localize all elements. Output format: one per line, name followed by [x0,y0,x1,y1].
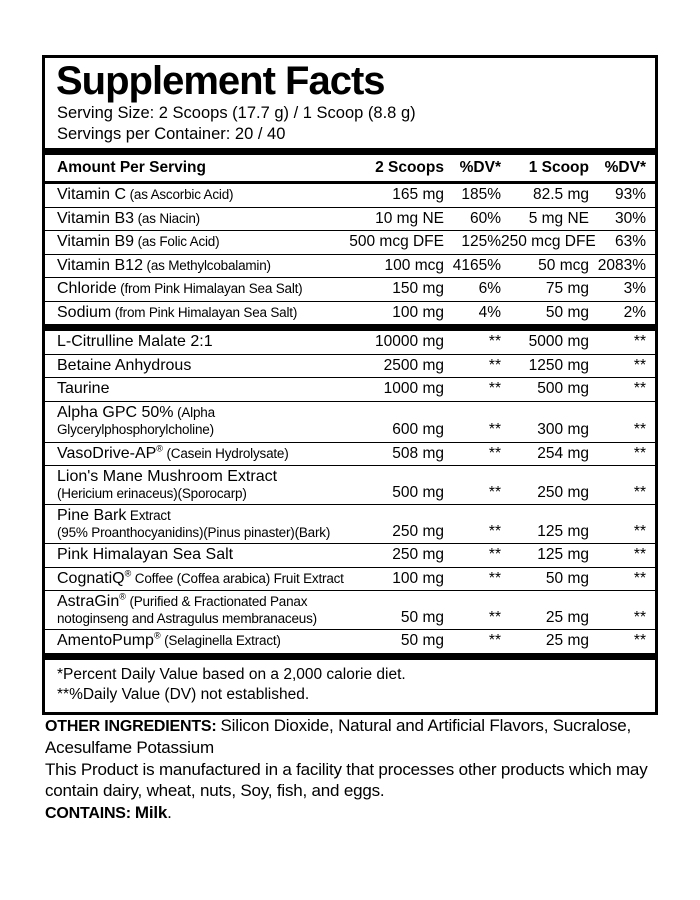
amount-2-scoops: 600 mg [392,421,444,438]
amount-1-scoop: 75 mg [545,280,589,297]
col-header-dv-2-scoops: %DV* [459,159,501,176]
footnote-not-established: **%Daily Value (DV) not established. [57,685,310,703]
amount-2-scoops: 50 mg [400,632,444,649]
registered-trademark-symbol: ® [119,591,126,602]
dv-1-scoop: ** [633,632,646,649]
dv-2-scoops: ** [488,333,501,350]
amount-2-scoops: 100 mg [392,569,444,587]
vitamins-minerals-section [45,184,655,324]
table-row [45,590,655,629]
registered-trademark-symbol: ® [153,630,161,641]
dv-2-scoops: 6% [478,280,501,297]
supplement-facts-panel [42,55,658,715]
ingredient-name: AmentoPump® (Selaginella Extract) [57,630,281,649]
table-row [45,629,655,653]
table-header-row [45,155,655,181]
amount-2-scoops: 165 mg [392,186,444,203]
dv-1-scoop: 30% [614,209,646,227]
dv-2-scoops: 60% [469,209,501,227]
footnote-percent-dv: *Percent Daily Value based on a 2,000 calorie diet. [57,665,406,683]
dv-1-scoop: 3% [623,280,646,297]
dv-2-scoops: 185% [461,186,501,203]
ingredient-name: AstraGin® (Purified & Fractionated Panax notoginseng and Astragulus membranaceus) [57,591,317,626]
ingredient-name: Alpha GPC 50% (Alpha Glycerylphosphorylcholine) [57,403,215,437]
amount-2-scoops: 100 mcg [384,256,444,274]
amount-1-scoop: 5 mg NE [528,209,589,227]
dv-2-scoops: ** [488,356,501,374]
table-row [45,301,655,325]
dv-1-scoop: 2% [623,303,646,321]
other-ingredients-text: Silicon Dioxide, Natural and Artificial Flavors, Sucralose, Acesulfame Potassium [45,715,632,757]
ingredient-name: Pine Bark Extract (95% Proanthocyanidins)(Pinus pinaster)(Bark) [57,507,331,540]
serving-size-line: Serving Size: 2 Scoops (17.7 g) / 1 Scoop (8.8 g) [57,104,416,122]
dv-2-scoops: ** [488,546,501,563]
amount-1-scoop: 300 mg [537,421,589,438]
dv-2-scoops: ** [488,608,501,626]
dv-1-scoop: ** [633,483,646,501]
table-row [45,277,655,301]
dv-1-scoop: ** [633,380,646,397]
dv-1-scoop: ** [633,608,646,626]
table-row [45,543,655,567]
amount-2-scoops: 150 mg [392,280,444,297]
col-header-1-scoop: 1 Scoop [528,159,589,176]
table-row [45,442,655,466]
dv-2-scoops: 4165% [452,256,501,274]
dv-2-scoops: ** [488,522,501,540]
footnotes [45,660,655,712]
dv-2-scoops: ** [488,483,501,501]
contains-label: CONTAINS: [45,804,131,822]
other-ingredients-label: OTHER INGREDIENTS: [45,717,217,735]
dv-2-scoops: 4% [478,303,501,321]
table-row [45,465,655,504]
dv-1-scoop: ** [633,444,646,462]
other-ingredients [45,715,650,759]
table-row [45,377,655,401]
ingredient-name: Sodium (from Pink Himalayan Sea Salt) [57,303,298,321]
amount-1-scoop: 50 mcg [538,256,589,274]
amount-2-scoops: 10000 mg [375,333,444,350]
ingredient-name: Vitamin B3 (as Niacin) [57,209,200,227]
ingredient-name: Vitamin B9 (as Folic Acid) [57,233,220,250]
amount-1-scoop: 125 mg [537,522,589,540]
ingredient-name: Vitamin C (as Ascorbic Acid) [57,186,234,203]
table-row [45,401,655,442]
table-row [45,354,655,378]
table-row [45,504,655,543]
divider-thick-middle [45,324,655,331]
dv-1-scoop: ** [633,546,646,563]
dv-2-scoops: 125% [461,233,501,250]
registered-trademark-symbol: ® [156,443,163,454]
dv-1-scoop: ** [633,333,646,350]
amount-1-scoop: 50 mg [545,303,589,321]
active-ingredients-section [45,331,655,653]
col-header-2-scoops: 2 Scoops [375,159,444,176]
amount-2-scoops: 250 mg [392,546,444,563]
amount-1-scoop: 250 mg [537,483,589,501]
divider-thick-bottom [45,653,655,660]
contains-statement [45,802,650,825]
ingredient-name: Lion's Mane Mushroom Extract (Hericium erinaceus)(Sporocarp) [57,468,278,501]
amount-2-scoops: 10 mg NE [375,209,444,227]
amount-1-scoop: 25 mg [545,632,589,649]
col-header-dv-1-scoop: %DV* [604,159,646,176]
dv-1-scoop: ** [633,356,646,374]
dv-2-scoops: ** [488,380,501,397]
amount-2-scoops: 508 mg [392,444,444,462]
panel-title: Supplement Facts [56,59,385,103]
amount-1-scoop: 1250 mg [528,356,589,374]
table-row [45,331,655,354]
amount-1-scoop: 25 mg [545,608,589,626]
amount-1-scoop: 125 mg [537,546,589,563]
amount-2-scoops: 50 mg [400,608,444,626]
amount-2-scoops: 250 mg [392,522,444,540]
amount-2-scoops: 100 mg [392,303,444,321]
dv-1-scoop: ** [633,569,646,587]
contains-period: . [167,802,172,822]
amount-1-scoop: 500 mg [537,380,589,397]
dv-2-scoops: ** [488,632,501,649]
col-header-amount-per-serving: Amount Per Serving [57,159,206,176]
table-row [45,567,655,591]
amount-2-scoops: 500 mg [392,483,444,501]
amount-1-scoop: 254 mg [537,444,589,462]
dv-1-scoop: 63% [614,233,646,250]
dv-1-scoop: ** [633,522,646,540]
dv-2-scoops: ** [488,569,501,587]
facility-warning: This Product is manufactured in a facility that processes other products which may contain dairy, wheat, nuts, Soy, fish, and eggs. [45,759,648,800]
ingredient-name: L-Citrulline Malate 2:1 [57,333,213,350]
amount-1-scoop: 82.5 mg [532,186,589,203]
amount-2-scoops: 1000 mg [383,380,444,397]
ingredient-name: VasoDrive-AP® (Casein Hydrolysate) [57,443,289,462]
contains-allergen: Milk [134,802,168,822]
amount-1-scoop: 250 mcg DFE [501,233,596,250]
ingredient-name: Betaine Anhydrous [57,356,192,374]
divider-thick-top [45,148,655,155]
table-row [45,230,655,254]
servings-per-container-line: Servings per Container: 20 / 40 [57,124,286,143]
amount-2-scoops: 2500 mg [383,356,444,374]
dv-1-scoop: 93% [614,186,646,203]
amount-2-scoops: 500 mcg DFE [349,233,444,250]
ingredient-name: Chloride (from Pink Himalayan Sea Salt) [57,280,303,297]
table-row [45,184,655,207]
ingredient-name: CognatiQ® Coffee (Coffea arabica) Fruit Extract [57,568,344,587]
dv-2-scoops: ** [488,444,501,462]
table-row [45,254,655,278]
ingredient-name: Pink Himalayan Sea Salt [57,546,234,563]
serving-info [45,103,655,148]
ingredient-name: Taurine [57,380,110,397]
ingredient-name: Vitamin B12 (as Methylcobalamin) [57,256,271,274]
registered-trademark-symbol: ® [124,568,132,579]
amount-1-scoop: 5000 mg [528,333,589,350]
amount-1-scoop: 50 mg [545,569,589,587]
dv-2-scoops: ** [488,421,501,438]
dv-1-scoop: ** [633,421,646,438]
dv-1-scoop: 2083% [597,256,646,274]
table-row [45,207,655,231]
